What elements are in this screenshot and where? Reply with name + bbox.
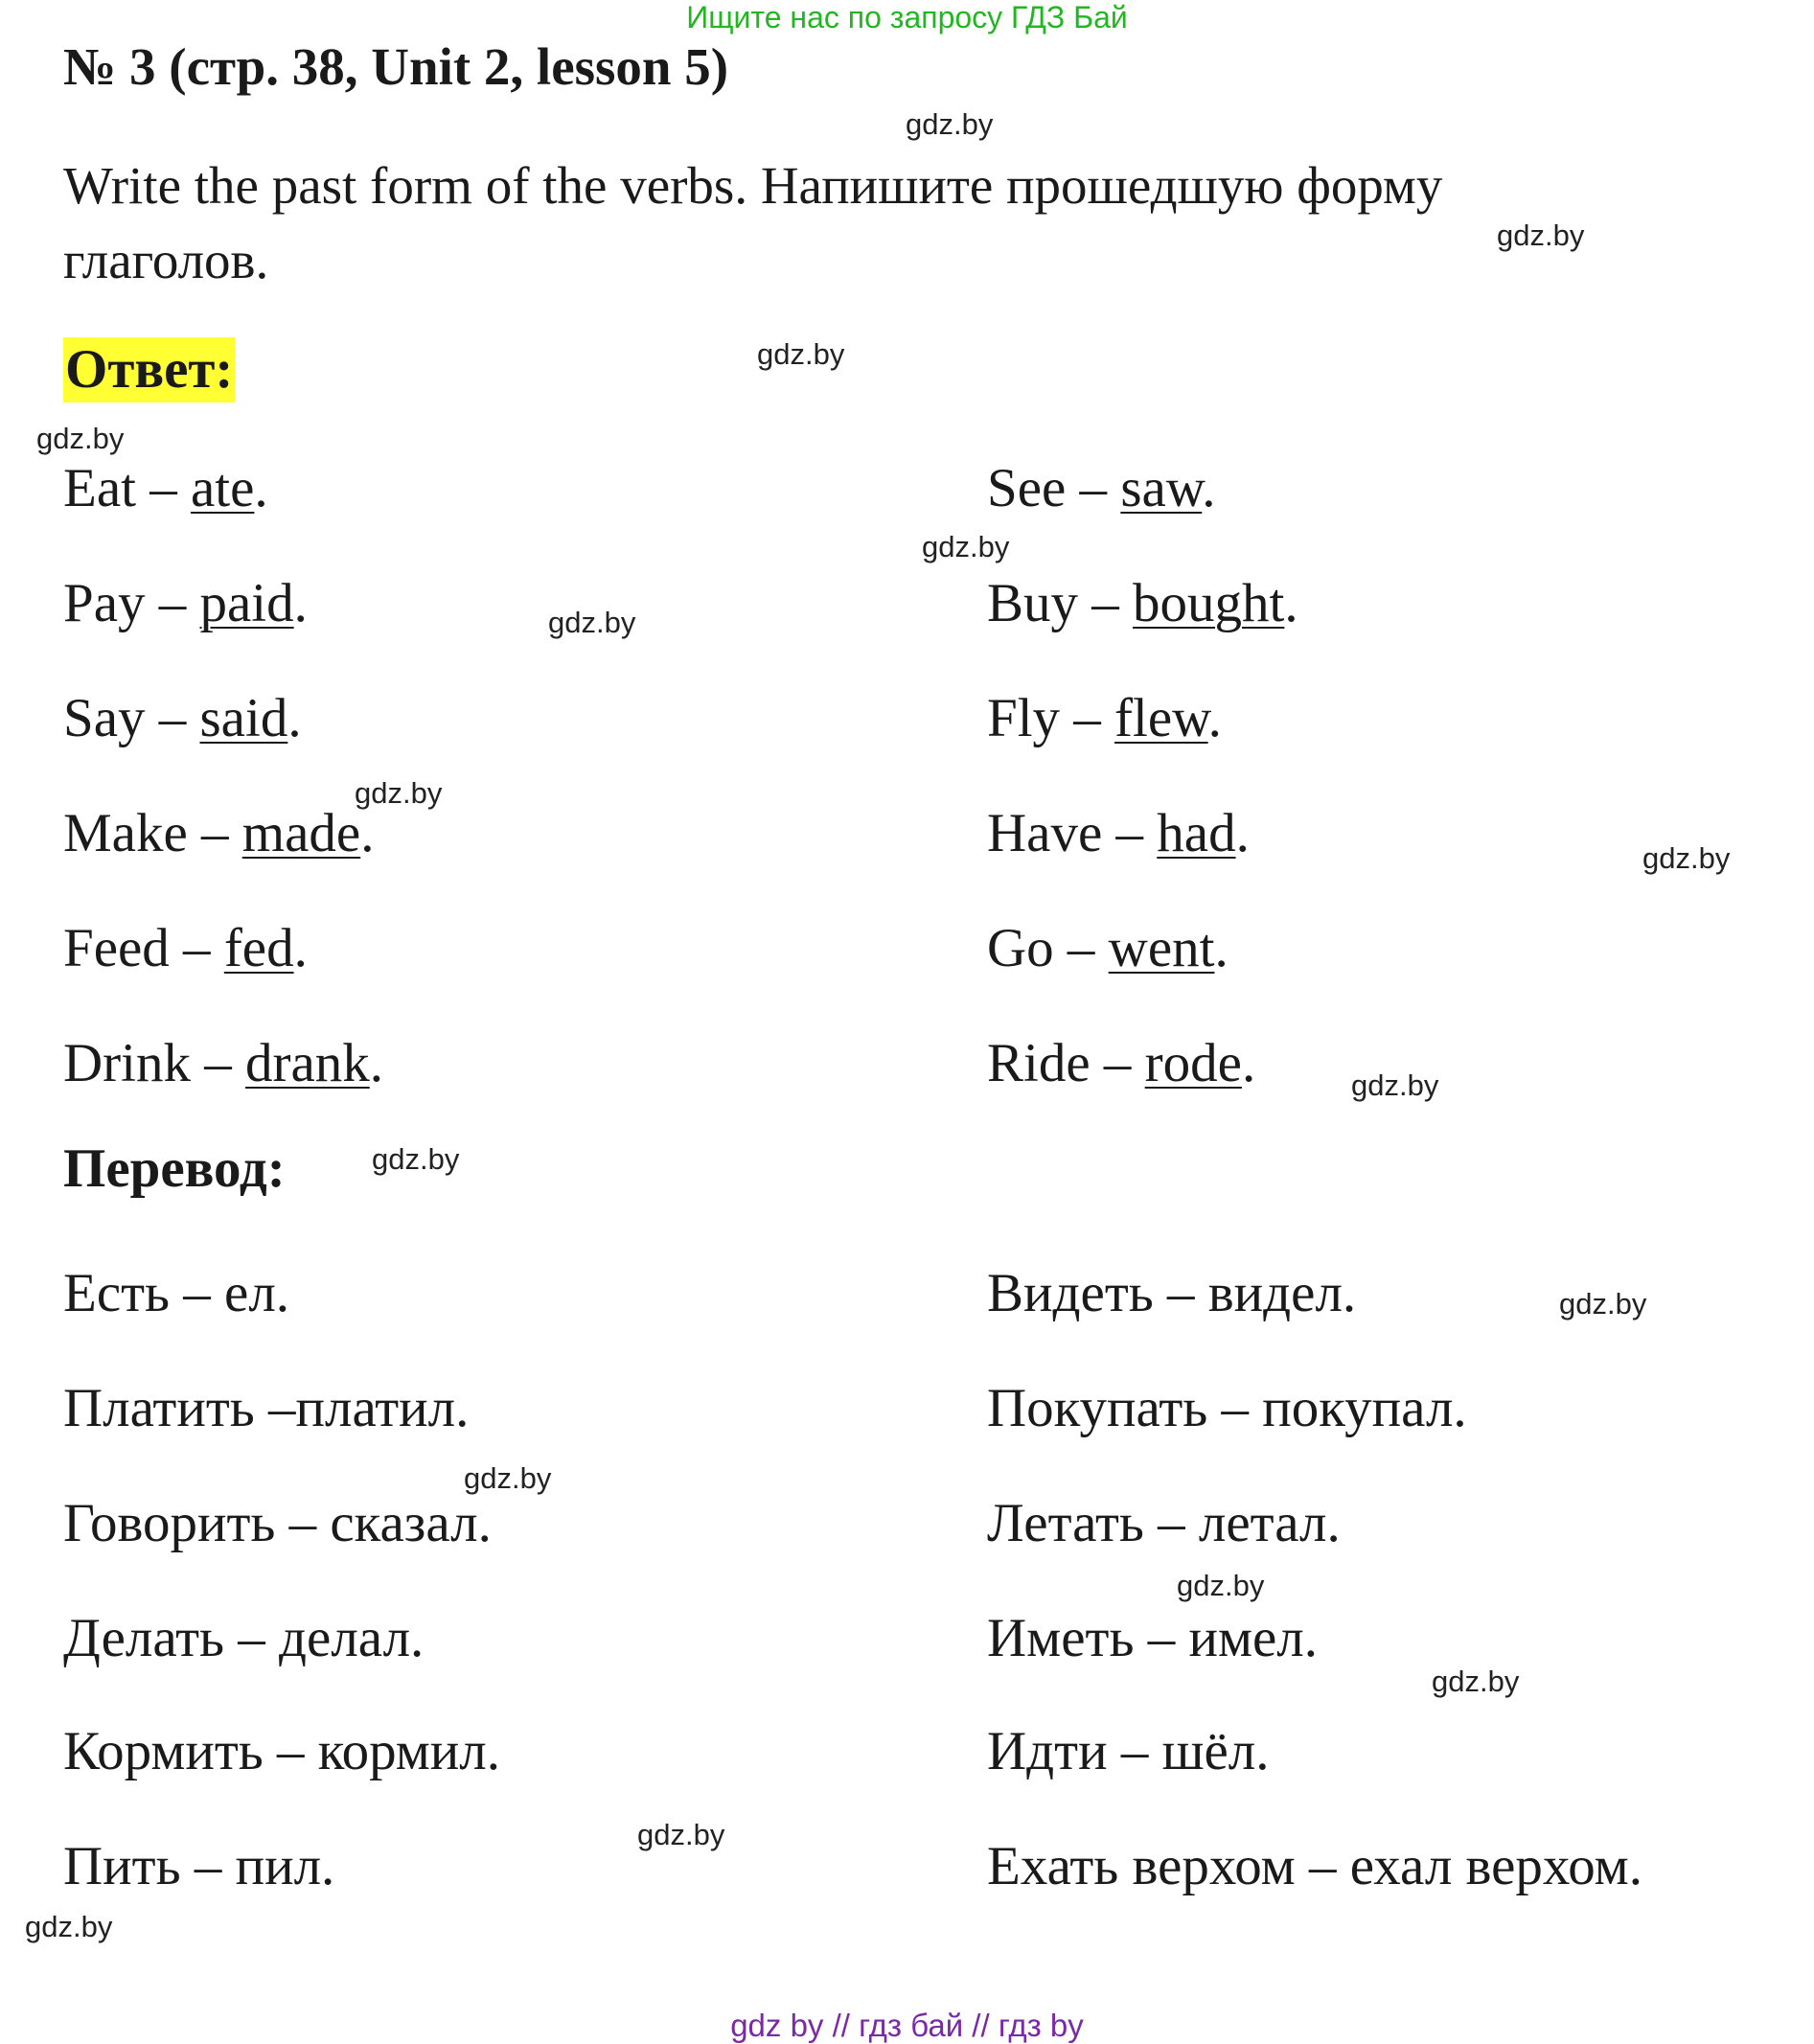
watermark: gdz.by — [906, 107, 994, 141]
past-form: flew — [1114, 688, 1208, 748]
watermark: gdz.by — [922, 530, 1010, 563]
translation-row: Платить –платил. — [63, 1378, 470, 1438]
watermark: gdz.by — [1559, 1287, 1647, 1321]
answer-row: Go – went. — [987, 918, 1228, 978]
translation-row: Кормить – кормил. — [63, 1721, 500, 1781]
watermark: gdz.by — [1351, 1068, 1439, 1102]
answer-row: Fly – flew. — [987, 688, 1222, 748]
watermark: gdz.by — [464, 1461, 552, 1495]
past-form: paid — [199, 573, 294, 633]
watermark: gdz.by — [1497, 218, 1585, 252]
answer-row: Ride – rode. — [987, 1033, 1256, 1093]
past-form: saw — [1120, 458, 1203, 518]
past-form: ate — [190, 458, 255, 518]
translation-row: Идти – шёл. — [987, 1721, 1270, 1781]
past-form: went — [1108, 918, 1215, 978]
past-form: had — [1157, 803, 1236, 863]
watermark: gdz.by — [1642, 841, 1731, 875]
answer-row: Have – had. — [987, 803, 1250, 863]
answer-row: Buy – bought. — [987, 573, 1298, 633]
watermark: gdz.by — [36, 422, 125, 455]
past-form: said — [199, 688, 288, 748]
answer-label: Ответ: — [63, 337, 235, 402]
translation-row: Видеть – видел. — [987, 1263, 1357, 1323]
past-form: drank — [244, 1033, 370, 1093]
top-banner: Ищите нас по запросу ГДЗ Бай — [686, 0, 1128, 34]
translation-row: Делать – делал. — [63, 1608, 425, 1668]
watermark: gdz.by — [355, 776, 443, 810]
watermark: gdz.by — [548, 606, 636, 639]
answer-row: Make – made. — [63, 803, 375, 863]
past-form: made — [241, 803, 361, 863]
past-form: bought — [1133, 573, 1285, 633]
watermark: gdz.by — [1432, 1665, 1520, 1698]
translation-row: Есть – ел. — [63, 1263, 290, 1323]
watermark: gdz.by — [637, 1818, 725, 1851]
translation-row: Летать – летал. — [987, 1493, 1341, 1553]
translation-row: Иметь – имел. — [987, 1608, 1319, 1668]
answer-row: See – saw. — [987, 458, 1216, 518]
translation-label: Перевод: — [63, 1138, 286, 1199]
watermark: gdz.by — [1177, 1569, 1265, 1602]
past-form: fed — [223, 918, 294, 978]
answer-row: Say – said. — [63, 688, 302, 748]
answer-row: Eat – ate. — [63, 458, 268, 518]
watermark: gdz.by — [25, 1910, 113, 1943]
translation-row: Пить – пил. — [63, 1836, 335, 1896]
watermark: gdz.by — [372, 1142, 460, 1176]
past-form: rode — [1144, 1033, 1242, 1093]
answer-row: Pay – paid. — [63, 573, 308, 633]
watermark: gdz.by — [757, 337, 845, 371]
task-title: № 3 (стр. 38, Unit 2, lesson 5) — [63, 37, 729, 96]
translation-row: Говорить – сказал. — [63, 1493, 492, 1553]
translation-row: Ехать верхом – ехал верхом. — [987, 1836, 1642, 1896]
translation-row: Покупать – покупал. — [987, 1378, 1467, 1438]
answer-row: Drink – drank. — [63, 1033, 384, 1093]
answer-row: Feed – fed. — [63, 918, 308, 978]
task-instruction: Write the past form of the verbs. Напишите прошедшую форму глаголов. — [63, 156, 1443, 289]
footer-links: gdz by // гдз бай // гдз by — [730, 2008, 1084, 2043]
